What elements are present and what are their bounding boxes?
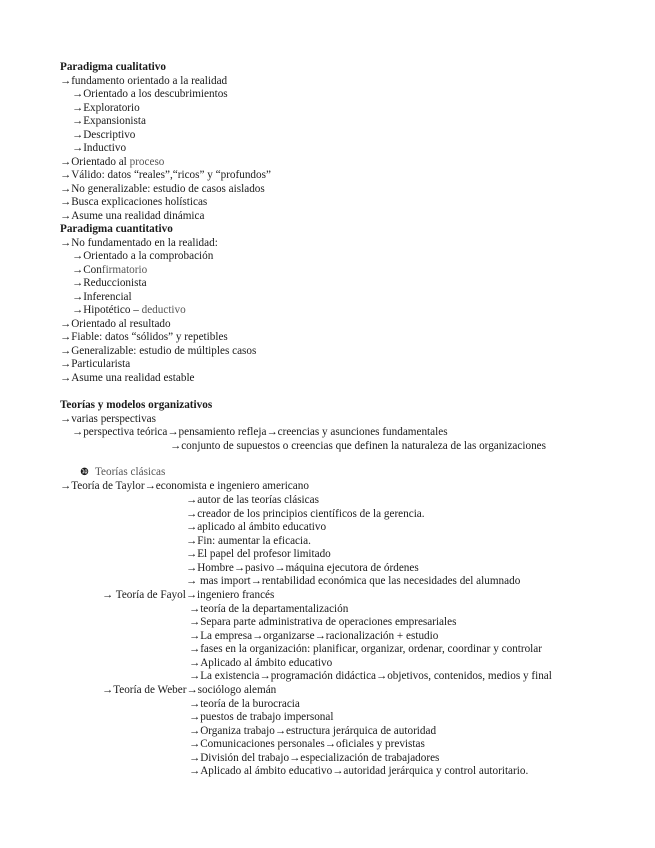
item-text: Particularista (71, 358, 131, 370)
list-item (72, 304, 186, 318)
arrow: → (189, 724, 201, 737)
arrow: → (186, 561, 198, 574)
arrow: → (72, 304, 84, 316)
arrow: → (72, 101, 84, 114)
item-text: La empresa (200, 629, 253, 642)
item-text: mas import (197, 575, 251, 587)
item-text: Separa parte administrativa de operaciones empresariales (200, 616, 457, 628)
list-item-weber (102, 684, 276, 698)
list-item (186, 494, 319, 508)
arrow: → (185, 589, 198, 601)
item-text: Orientado a la comprobación (83, 250, 214, 262)
list-item (189, 630, 438, 644)
arrow: → (144, 480, 156, 492)
arrow: → (314, 629, 326, 642)
list-item (189, 752, 439, 766)
item-text: autoridad jerárquica y control autoritario. (343, 765, 529, 777)
list-item (186, 575, 520, 589)
arrow: → (189, 643, 201, 655)
arrow: → (189, 711, 201, 723)
arrow: → (72, 115, 84, 127)
arrow: → (189, 602, 201, 615)
arrow: → (186, 507, 198, 520)
arrow: → (186, 521, 198, 533)
item-text: Válido: datos “reales”,“ricos” y “profundos” (71, 169, 271, 181)
arrow: → (60, 196, 72, 208)
arrow: → (332, 765, 344, 777)
arrow: → (189, 697, 201, 710)
list-item (60, 358, 130, 372)
item-text: creencias y asunciones fundamentales (277, 426, 448, 438)
item-text: Teoría de Weber (113, 684, 187, 696)
item-text: División del trabajo (200, 751, 290, 764)
list-item (72, 264, 147, 278)
item-text-gray: deductivo (141, 304, 186, 316)
list-item (186, 521, 326, 535)
list-item (72, 129, 135, 143)
list-item (60, 75, 227, 89)
item-text: fundamento orientado a la realidad (71, 74, 228, 87)
item-text: máquina ejecutora de órdenes (285, 561, 419, 574)
item-text: estructura jerárquica de autoridad (286, 724, 437, 737)
list-item (186, 548, 331, 562)
arrow: → (72, 250, 84, 262)
item-text: No generalizable: estudio de casos aislados (71, 182, 265, 195)
arrow: → (376, 670, 388, 682)
item-text: organizarse (263, 629, 315, 642)
list-item (60, 169, 271, 183)
list-item (72, 102, 140, 116)
arrow: → (170, 440, 182, 452)
item-text: Exploratorio (83, 101, 140, 114)
item-text: pensamiento refleja (178, 426, 267, 438)
arrow: → (60, 358, 72, 370)
item-text: teoría de la burocracia (200, 697, 300, 710)
list-item (60, 413, 156, 427)
list-item (60, 156, 164, 170)
heading-paradigma-cuantitativo: Paradigma cuantitativo (60, 223, 173, 235)
list-item (186, 562, 419, 576)
arrow: → (60, 412, 72, 425)
list-item (72, 291, 132, 305)
item-text: Comunicaciones personales (200, 738, 325, 750)
subheading-teorias-clasicas (80, 466, 165, 480)
item-text: oficiales y previstas (335, 738, 425, 750)
list-item (189, 670, 552, 684)
arrow: → (60, 209, 72, 222)
item-text: puestos de trabajo impersonal (200, 711, 334, 723)
item-text: Busca explicaciones holísticas (71, 196, 208, 208)
item-text: Inferencial (83, 290, 132, 303)
list-item (60, 183, 265, 197)
arrow: → (189, 656, 201, 669)
arrow: → (186, 548, 198, 560)
list-item (60, 345, 256, 359)
item-text: Teoría de Taylor (71, 480, 145, 492)
arrow: → (60, 74, 72, 87)
item-text: Aplicado al ámbito educativo (200, 765, 333, 777)
list-item (72, 115, 146, 129)
list-item (189, 725, 436, 739)
item-text: ingeniero francés (197, 589, 275, 601)
arrow: → (324, 738, 336, 750)
ornament-bullet-icon: ❿ (80, 467, 89, 478)
list-item (72, 426, 448, 440)
list-item (189, 657, 332, 671)
list-item (189, 643, 542, 657)
arrow: → (252, 629, 264, 642)
arrow: → (72, 128, 84, 141)
arrow: → (189, 765, 201, 777)
item-text: Hombre (197, 561, 234, 574)
item-text: Orientado al (71, 155, 130, 168)
list-item-fayol (102, 589, 274, 603)
item-text: El papel del profesor limitado (197, 548, 331, 560)
item-text: aplicado al ámbito educativo (197, 521, 327, 533)
item-text: Teoría de Fayol (113, 589, 186, 601)
arrow: → (72, 277, 84, 289)
list-item (72, 88, 228, 102)
item-text: Generalizable: estudio de múltiples casos (71, 344, 257, 357)
arrow: → (186, 494, 198, 506)
arrow: → (189, 629, 201, 642)
item-text: Asume una realidad dinámica (71, 209, 205, 222)
arrow: → (266, 426, 278, 438)
item-text-gray: firmatorio (101, 263, 148, 276)
list-item (186, 535, 311, 549)
list-item (72, 142, 126, 156)
arrow: → (102, 589, 114, 601)
subheading-text: Teorías clásicas (94, 466, 166, 478)
arrow: → (60, 317, 72, 330)
item-text: Aplicado al ámbito educativo (200, 656, 333, 669)
item-text: varias perspectivas (71, 412, 156, 425)
heading-teorias-modelos: Teorías y modelos organizativos (60, 399, 213, 411)
arrow: → (289, 751, 301, 764)
item-text: perspectiva teórica (83, 426, 168, 438)
item-text: Con (83, 263, 102, 276)
item-text: Reduccionista (83, 277, 147, 289)
list-item (189, 711, 333, 725)
item-text: autor de las teorías clásicas (197, 494, 319, 506)
list-item (186, 508, 425, 522)
arrow: → (60, 331, 72, 343)
list-item (60, 372, 195, 386)
item-text: programación didáctica (270, 670, 377, 682)
item-text: fases en la organización: planificar, organizar, ordenar, coordinar y controlar (200, 643, 542, 655)
item-text: rentabilidad económica que las necesidades del alumnado (261, 575, 521, 587)
arrow: → (186, 684, 198, 696)
arrow: → (72, 290, 84, 303)
arrow: → (72, 263, 84, 276)
arrow: → (60, 169, 72, 181)
item-text: Hipotético – (83, 304, 142, 316)
item-text: Inductivo (83, 142, 127, 154)
arrow: → (233, 561, 246, 574)
list-item (189, 698, 300, 712)
arrow: → (250, 575, 262, 587)
item-text: Expansionista (83, 115, 146, 127)
list-item (189, 603, 348, 617)
arrow: → (274, 561, 286, 574)
item-text: creador de los principios científicos de la gerencia. (197, 507, 425, 520)
list-item (60, 210, 204, 224)
item-text-gray: proceso (129, 155, 165, 168)
arrow: → (60, 371, 72, 384)
item-text: Fin: aumentar la eficacia. (197, 534, 311, 547)
arrow: → (167, 426, 179, 438)
arrow: → (189, 616, 201, 628)
arrow: → (189, 670, 201, 682)
arrow: → (102, 684, 114, 696)
arrow: → (259, 670, 271, 682)
item-text: Asume una realidad estable (71, 371, 195, 384)
item-text: teoría de la departamentalización (200, 602, 349, 615)
arrow: → (60, 344, 72, 357)
item-text: economista e ingeniero americano (155, 480, 309, 492)
arrow: → (72, 426, 84, 438)
arrow: → (60, 155, 72, 168)
list-item (60, 237, 218, 251)
item-text: especialización de trabajadores (300, 751, 440, 764)
arrow: → (189, 738, 201, 750)
arrow: → (274, 724, 287, 737)
item-text: Descriptivo (83, 128, 136, 141)
item-text: pasivo (245, 561, 275, 574)
arrow: → (186, 534, 198, 547)
item-text: racionalización + estudio (325, 629, 439, 642)
arrow: → (60, 480, 72, 492)
arrow: → (186, 575, 198, 587)
list-item (189, 738, 425, 752)
list-item (72, 277, 147, 291)
arrow: → (72, 142, 84, 154)
item-text: Organiza trabajo (200, 724, 275, 737)
item-text: objetivos, contenidos, medios y final (387, 670, 552, 682)
list-item (189, 616, 456, 630)
item-text: Orientado a los descubrimientos (83, 88, 228, 100)
item-text: La existencia (200, 670, 260, 682)
item-text: sociólogo alemán (197, 684, 277, 696)
list-item (60, 331, 228, 345)
arrow: → (60, 236, 72, 249)
heading-paradigma-cualitativo: Paradigma cualitativo (60, 61, 166, 73)
item-text: No fundamentado en la realidad: (71, 236, 218, 249)
item-text: Fiable: datos “sólidos” y repetibles (71, 331, 228, 343)
list-item (189, 765, 528, 779)
item-text: conjunto de supuestos o creencias que definen la naturaleza de las organizaciones (181, 440, 546, 452)
list-item (60, 196, 207, 210)
arrow: → (72, 88, 84, 100)
list-item (72, 250, 213, 264)
arrow: → (189, 751, 201, 764)
list-item (60, 318, 171, 332)
list-item (170, 440, 546, 454)
list-item-taylor (60, 480, 309, 494)
arrow: → (60, 182, 72, 195)
item-text: Orientado al resultado (71, 317, 171, 330)
